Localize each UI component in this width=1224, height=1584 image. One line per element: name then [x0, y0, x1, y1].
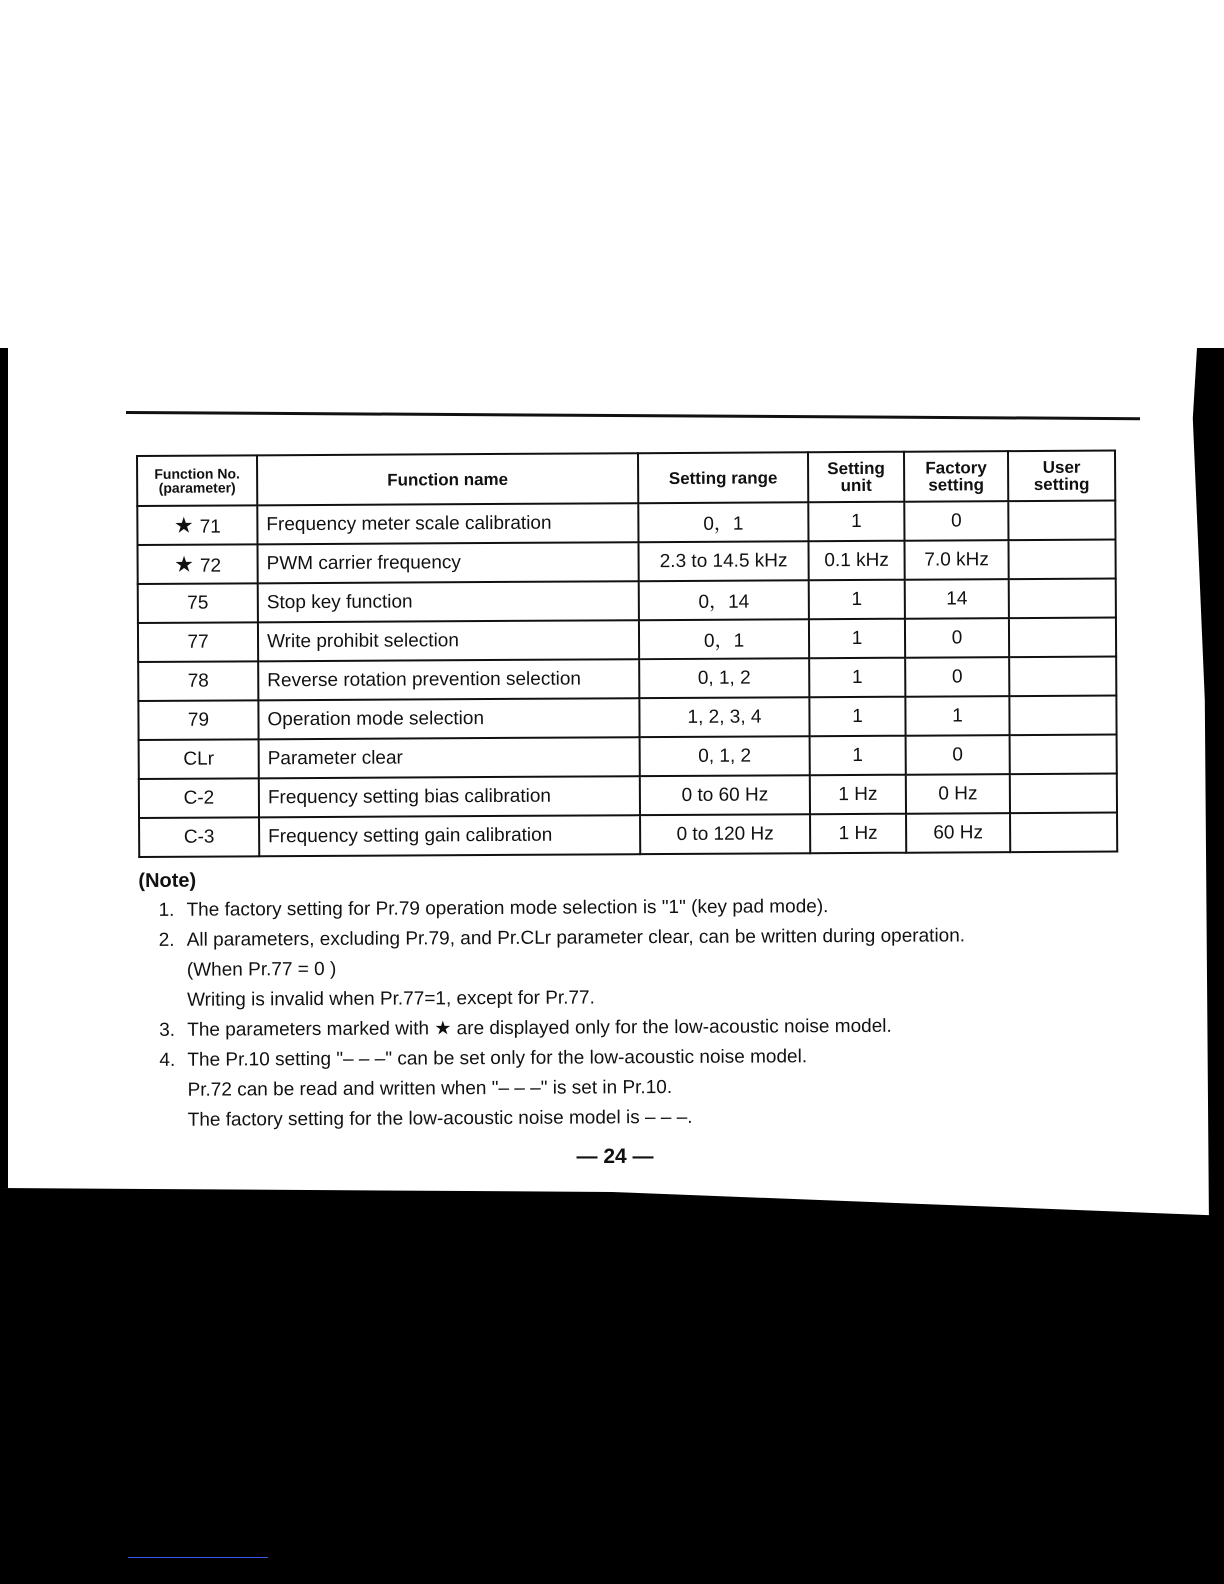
header-factory-setting — [904, 451, 1008, 502]
cell-function-name: Frequency setting gain calibration — [259, 815, 640, 856]
parameter-table — [136, 450, 1118, 858]
note-text-before: The parameters marked with — [187, 1018, 430, 1041]
cell-user-setting — [1009, 657, 1116, 697]
header-setting-unit-line2: unit — [840, 475, 872, 496]
cell-factory-setting: 1 — [905, 696, 1009, 736]
cell-user-setting — [1009, 618, 1116, 658]
document-page — [136, 449, 1130, 1136]
header-setting-unit — [808, 452, 904, 503]
table-row — [138, 618, 1116, 662]
cell-function-no: C-2 — [139, 778, 259, 818]
header-user-setting — [1008, 451, 1115, 502]
cell-factory-setting: 60 Hz — [906, 813, 1010, 853]
note-number: 3. — [159, 1019, 176, 1041]
cell-function-no: 79 — [138, 700, 258, 740]
cell-setting-range: 0, 1, 2 — [639, 658, 809, 698]
cell-function-name: Stop key function — [258, 581, 639, 622]
table-row — [138, 579, 1116, 623]
cell-function-no: CLr — [139, 739, 259, 779]
top-rule — [126, 411, 1140, 420]
table-row — [137, 501, 1115, 545]
table-row — [138, 657, 1116, 701]
cell-setting-unit: 1 — [809, 658, 905, 698]
cell-user-setting — [1008, 501, 1115, 541]
scan-border-bottom — [0, 1188, 1224, 1584]
note-number: 1. — [158, 899, 175, 921]
function-no: 72 — [199, 555, 222, 577]
cell-user-setting — [1009, 579, 1116, 619]
cell-function-name: Write prohibit selection — [258, 620, 639, 661]
note-continuation: Pr.72 can be read and written when "– – –" is set in Pr.10. — [187, 1077, 673, 1101]
cell-factory-setting: 0 Hz — [906, 774, 1010, 814]
cell-function-name: Frequency setting bias calibration — [259, 776, 640, 817]
cell-function-no — [137, 505, 257, 545]
cell-user-setting — [1008, 540, 1115, 580]
cell-user-setting — [1010, 735, 1117, 775]
cell-function-name: Parameter clear — [259, 737, 640, 778]
cell-setting-range: 0, 1, 2 — [640, 736, 810, 776]
header-user-setting-line2: setting — [1033, 474, 1090, 494]
cell-user-setting — [1010, 813, 1117, 853]
cell-setting-range: 2.3 to 14.5 kHz — [638, 541, 808, 581]
note-text: The factory setting for Pr.79 operation mode selection is "1" (key pad mode). — [186, 896, 829, 921]
table-row — [138, 696, 1116, 740]
header-function-no-line1: Function No. — [154, 465, 240, 482]
cell-setting-unit: 1 — [809, 619, 905, 659]
cell-function-no: 77 — [138, 622, 258, 662]
cell-setting-unit: 1 — [810, 736, 906, 776]
cell-function-name: PWM carrier frequency — [258, 542, 639, 583]
header-setting-range: Setting range — [638, 452, 808, 503]
header-function-no-line2: (parameter) — [158, 479, 236, 496]
note-continuation: Writing is invalid when Pr.77=1, except for Pr.77. — [186, 987, 595, 1011]
cell-factory-setting: 0 — [904, 501, 1008, 541]
cell-function-name: Operation mode selection — [258, 698, 639, 739]
star-icon: ★ — [174, 551, 194, 577]
cell-setting-unit: 1 — [809, 580, 905, 620]
cell-setting-unit: 1 Hz — [810, 814, 906, 854]
note-text: All parameters, excluding Pr.79, and Pr.CLr parameter clear, can be written during operation. — [186, 925, 966, 951]
note-number: 4. — [159, 1049, 176, 1071]
note-text: The Pr.10 setting "– – –" can be set only for the low-acoustic noise model. — [187, 1046, 808, 1071]
notes-title: (Note) — [138, 869, 197, 892]
cell-factory-setting: 0 — [905, 657, 1009, 697]
cell-setting-range: 0 to 120 Hz — [640, 814, 810, 854]
header-function-no — [137, 455, 257, 506]
table-row — [139, 774, 1117, 818]
blue-underline-mark — [128, 1557, 268, 1558]
header-factory-setting-line2: setting — [928, 475, 985, 495]
header-setting-unit-line1: Setting — [827, 458, 885, 479]
note-text — [187, 1012, 892, 1046]
cell-function-no: C-3 — [139, 817, 259, 857]
page-number: — 24 — — [576, 1145, 654, 1168]
note-number: 2. — [158, 929, 175, 951]
star-icon: ★ — [434, 1018, 452, 1040]
cell-function-no — [138, 544, 258, 584]
cell-setting-unit: 1 — [808, 502, 904, 542]
cell-function-name: Frequency meter scale calibration — [257, 503, 638, 544]
cell-function-name: Reverse rotation prevention selection — [258, 659, 639, 700]
table-header-row — [137, 451, 1115, 506]
cell-user-setting — [1009, 696, 1116, 736]
header-user-setting-line1: User — [1042, 457, 1081, 477]
cell-factory-setting: 0 — [906, 735, 1010, 775]
star-icon: ★ — [173, 512, 194, 538]
cell-setting-range: 0 to 60 Hz — [640, 775, 810, 815]
table-row — [139, 735, 1117, 779]
header-factory-setting-line1: Factory — [925, 458, 987, 478]
scan-border-right — [1164, 348, 1224, 1228]
notes-section — [138, 860, 1129, 1136]
cell-function-no: 78 — [138, 661, 258, 701]
cell-setting-range: 0，1 — [639, 619, 809, 659]
note-continuation: (When Pr.77 = 0 ) — [186, 958, 337, 981]
note-continuation: The factory setting for the low-acoustic noise model is – – –. — [187, 1106, 693, 1131]
cell-setting-unit: 1 — [809, 697, 905, 737]
cell-setting-range: 1, 2, 3, 4 — [639, 697, 809, 737]
cell-function-no: 75 — [138, 583, 258, 623]
cell-factory-setting: 0 — [905, 618, 1009, 658]
scan-border-left — [0, 348, 8, 1188]
cell-factory-setting: 7.0 kHz — [904, 540, 1008, 580]
header-function-name: Function name — [257, 453, 638, 505]
cell-setting-unit: 0.1 kHz — [808, 541, 904, 581]
cell-setting-range: 0，14 — [639, 580, 809, 620]
cell-user-setting — [1010, 774, 1117, 814]
table-row — [138, 540, 1116, 584]
function-no: 71 — [199, 516, 221, 538]
cell-setting-range: 0，1 — [638, 502, 808, 542]
note-text-after: are displayed only for the low-acoustic noise model. — [456, 1015, 892, 1040]
table-row — [139, 813, 1117, 857]
cell-factory-setting: 14 — [905, 579, 1009, 619]
cell-setting-unit: 1 Hz — [810, 775, 906, 815]
